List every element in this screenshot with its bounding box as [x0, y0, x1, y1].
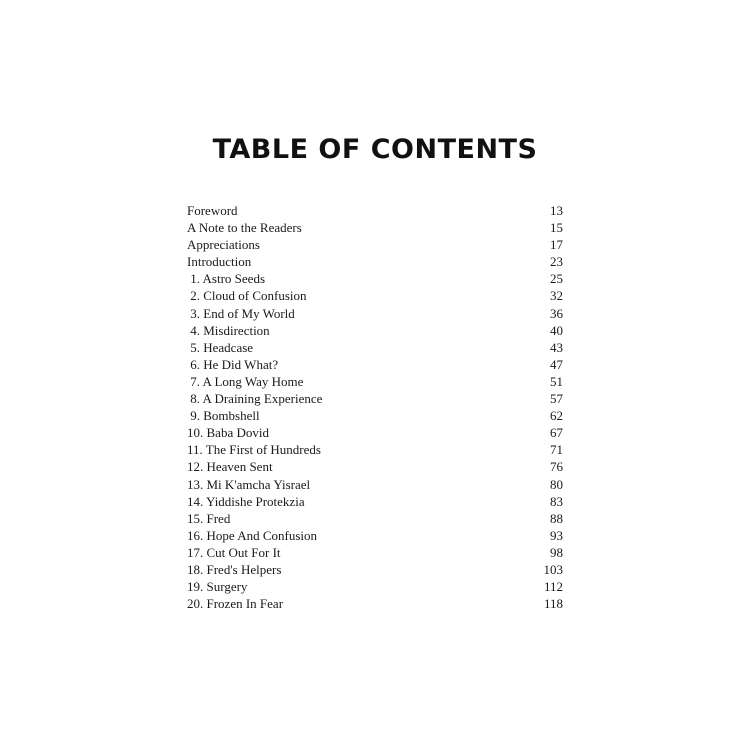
toc-entry-label: 8. A Draining Experience [187, 391, 323, 407]
toc-entry-page: 23 [550, 254, 563, 270]
toc-entry-page: 17 [550, 237, 563, 253]
toc-entry-label: 13. Mi K'amcha Yisrael [187, 476, 311, 492]
toc-entry-page: 67 [550, 425, 563, 441]
toc-entry-page: 118 [543, 596, 563, 612]
toc-entry-page: 93 [550, 527, 563, 543]
toc-entry-label: 2. Cloud of Confusion [187, 288, 307, 304]
toc-entry [187, 595, 563, 612]
toc-entry-label: 19. Surgery [187, 579, 248, 595]
toc-entry-label: 5. Headcase [187, 339, 254, 355]
toc-entry [187, 527, 563, 544]
toc-entry-page: 88 [550, 510, 563, 526]
toc-entry [187, 219, 563, 236]
toc-entry-label: Appreciations [187, 237, 260, 253]
toc-entry [187, 373, 563, 390]
toc-entry-label: 16. Hope And Confusion [187, 527, 317, 543]
toc-entry-label: 14. Yiddishe Protekzia [187, 493, 305, 509]
toc-entry-page: 103 [543, 561, 563, 577]
toc-entry-label: 17. Cut Out For It [187, 544, 281, 560]
toc-list [187, 202, 563, 612]
toc-entry-label: 4. Misdirection [187, 322, 270, 338]
toc-entry-page: 47 [550, 356, 563, 372]
toc-entry-page: 98 [550, 544, 563, 560]
toc-entry-label: 6. He Did What? [187, 356, 279, 372]
toc-entry [187, 561, 563, 578]
toc-entry-label: 7. A Long Way Home [187, 373, 304, 389]
toc-entry-page: 62 [550, 408, 563, 424]
toc-entry [187, 510, 563, 527]
toc-entry [187, 322, 563, 339]
toc-entry-label: 3. End of My World [187, 305, 295, 321]
toc-entry-page: 112 [543, 579, 563, 595]
toc-entry [187, 476, 563, 493]
toc-entry [187, 339, 563, 356]
toc-entry-page: 71 [550, 442, 563, 458]
toc-entry-label: 20. Frozen In Fear [187, 596, 284, 612]
toc-entry-label: 18. Fred's Helpers [187, 561, 282, 577]
toc-entry-label: Introduction [187, 254, 252, 270]
toc-entry-label: 11. The First of Hundreds [187, 442, 321, 458]
toc-entry-label: 12. Heaven Sent [187, 459, 273, 475]
toc-entry [187, 458, 563, 475]
toc-entry-page: 76 [550, 459, 563, 475]
toc-entry [187, 270, 563, 287]
toc-entry-label: 9. Bombshell [187, 408, 260, 424]
toc-entry-page: 57 [550, 391, 563, 407]
toc-entry-label: A Note to the Readers [187, 220, 302, 236]
toc-entry [187, 287, 563, 304]
toc-entry-page: 32 [550, 288, 563, 304]
toc-entry [187, 407, 563, 424]
toc-entry-page: 25 [550, 271, 563, 287]
toc-entry-page: 43 [550, 339, 563, 355]
toc-entry [187, 356, 563, 373]
toc-entry-page: 80 [550, 476, 563, 492]
toc-entry [187, 493, 563, 510]
toc-entry-page: 15 [550, 220, 563, 236]
toc-entry-page: 51 [550, 373, 563, 389]
toc-entry [187, 253, 563, 270]
toc-entry-label: 15. Fred [187, 510, 231, 526]
toc-entry [187, 424, 563, 441]
toc-entry-label: 10. Baba Dovid [187, 425, 269, 441]
toc-entry [187, 390, 563, 407]
page-title: TABLE OF CONTENTS [212, 134, 538, 165]
toc-entry-page: 83 [550, 493, 563, 509]
toc-entry [187, 202, 563, 219]
toc-entry-page: 36 [550, 305, 563, 321]
toc-entry [187, 305, 563, 322]
toc-entry-label: 1. Astro Seeds [187, 271, 265, 287]
toc-entry [187, 544, 563, 561]
toc-entry-label: Foreword [187, 203, 238, 218]
toc-entry [187, 441, 563, 458]
toc-entry-page: 13 [550, 203, 563, 218]
toc-entry-page: 40 [550, 322, 563, 338]
toc-entry [187, 578, 563, 595]
toc-entry [187, 236, 563, 253]
